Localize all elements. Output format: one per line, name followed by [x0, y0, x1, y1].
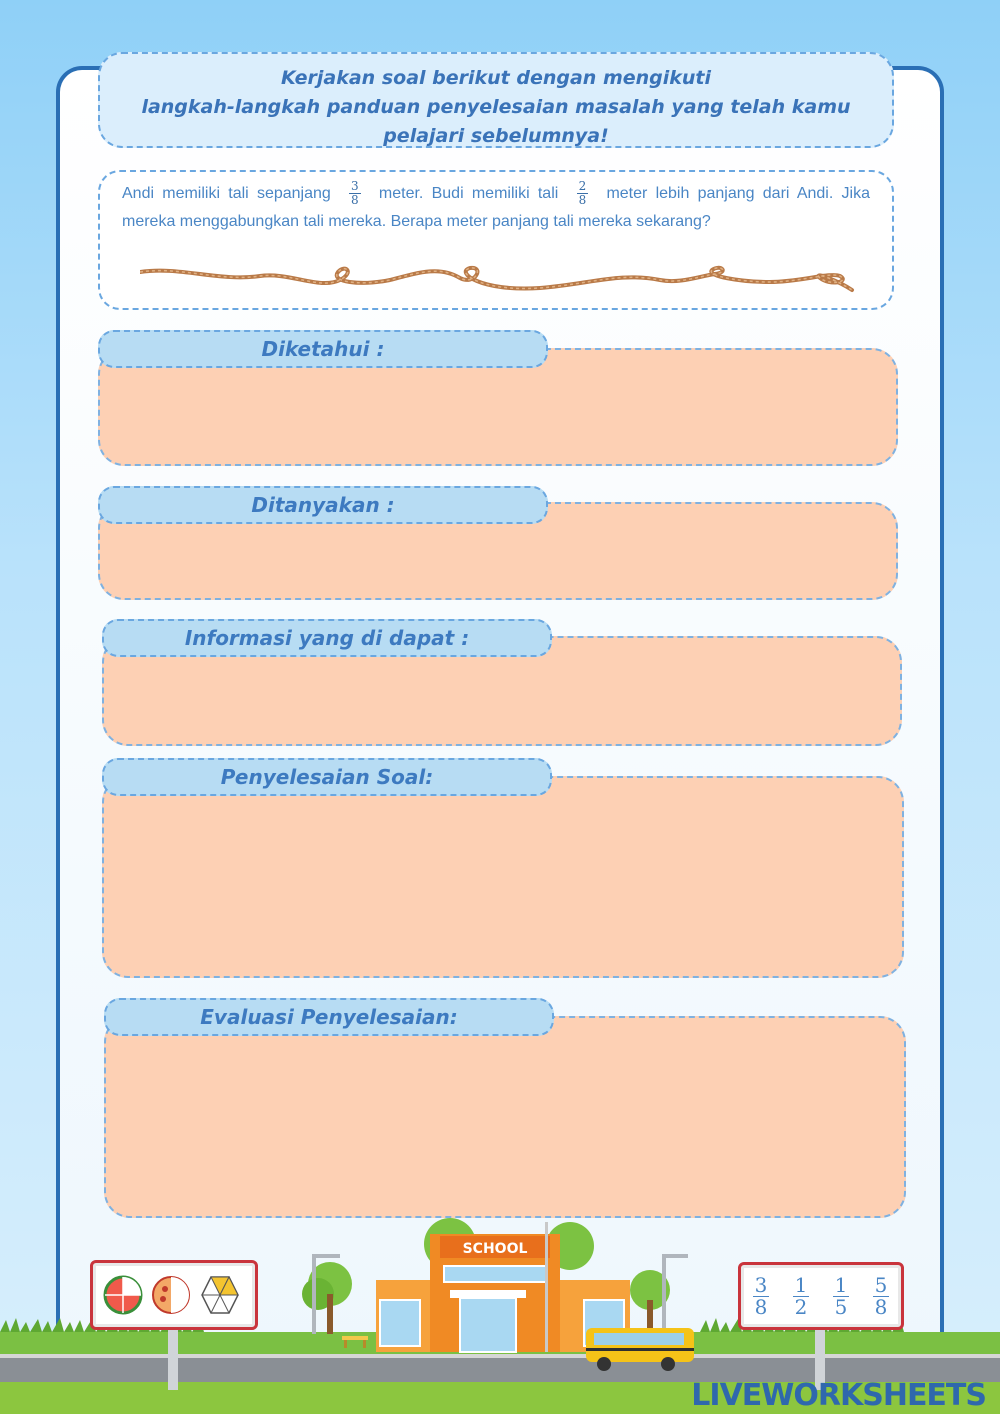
sign-fraction: $\frac{5}{8}$: [874, 1272, 888, 1319]
instruction-box: [98, 52, 894, 148]
label-informasi: Informasi yang di dapat :: [102, 619, 552, 657]
label-ditanyakan: Ditanyakan :: [98, 486, 548, 524]
sign-fraction: $\frac{3}{8}$: [754, 1272, 768, 1319]
fraction-pies-sign: [90, 1260, 258, 1330]
problem-text-1: Andi memiliki tali sepanjang: [122, 185, 331, 202]
sign-post-left: [168, 1330, 178, 1390]
problem-text-2: meter. Budi memiliki tali: [378, 185, 559, 202]
answer-area-penyelesaian[interactable]: [102, 776, 904, 978]
fraction-3-8: $\frac{3}{8}$: [351, 179, 359, 208]
label-diketahui: Diketahui :: [98, 330, 548, 368]
instruction-line-3: pelajari sebelumnya!: [383, 125, 609, 147]
sign-fraction: $\frac{1}{5}$: [834, 1272, 848, 1319]
label-penyelesaian: Penyelesaian Soal:: [102, 758, 552, 796]
instruction-line-2: langkah-langkah panduan penyelesaian masalah yang telah kamu: [141, 96, 851, 118]
rope-illustration: [140, 262, 860, 298]
liveworksheets-logo[interactable]: LIVEWORKSHEETS: [691, 1378, 986, 1413]
fraction-2-8: $\frac{2}{8}$: [578, 179, 587, 208]
fractions-sign: [738, 1262, 904, 1330]
school-sign-text: SCHOOL: [462, 1241, 528, 1257]
fraction-pies-illustration: [93, 1263, 253, 1325]
problem-text-3: meter lebih panjang dari Andi. Jika mereka menggabungkan tali mereka. Berapa meter panjang tali mereka sekarang?: [122, 185, 870, 230]
instruction-line-1: Kerjakan soal berikut dengan mengikuti: [280, 67, 712, 89]
answer-area-evaluasi[interactable]: [104, 1016, 906, 1218]
sign-fraction: $\frac{1}{2}$: [794, 1272, 808, 1319]
label-evaluasi: Evaluasi Penyelesaian:: [104, 998, 554, 1036]
